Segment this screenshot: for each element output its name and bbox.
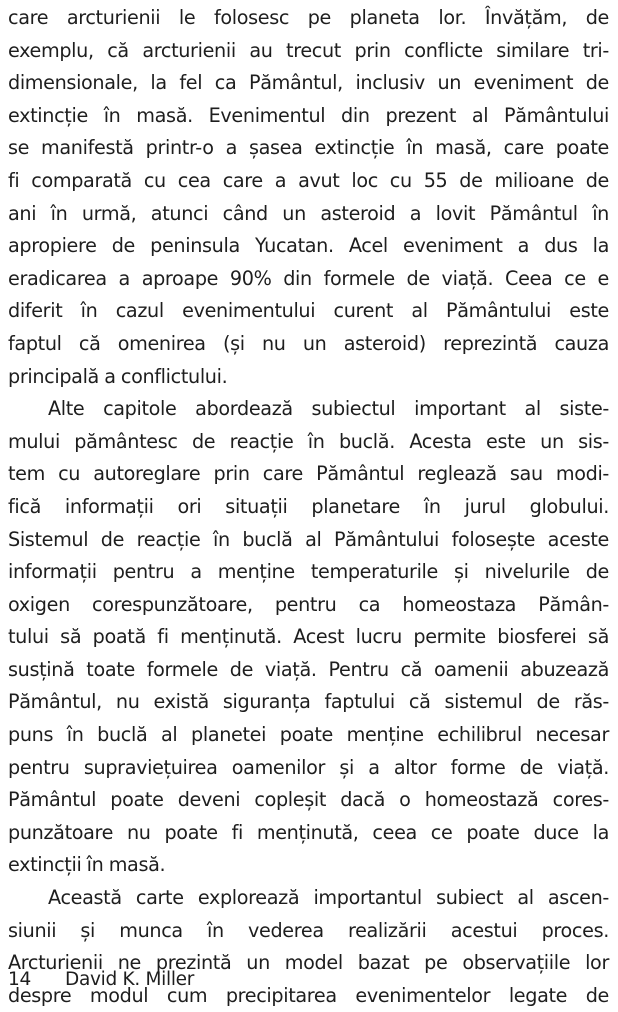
paragraph-2 xyxy=(8,393,609,882)
page-footer xyxy=(8,966,194,994)
text-line: faptul că omenirea (și nu un asteroid) reprezintă cauza xyxy=(8,331,609,355)
text-line: principală a conflictului. xyxy=(8,364,228,388)
text-line: care arcturienii le folosesc pe planeta lor. Învățăm, de xyxy=(8,6,609,29)
text-line: diferit în cazul evenimentului curent al Pământului este xyxy=(8,299,609,323)
text-line: exemplu, că arcturienii au trecut prin conflicte similare tri- xyxy=(8,38,609,62)
text-line: eradicarea a aproape 90% din formele de viață. Ceea ce e xyxy=(8,266,609,290)
text-line: ani în urmă, atunci când un asteroid a lovit Pământul în xyxy=(8,201,609,225)
text-line: punzătoare nu poate fi menținută, ceea ce poate duce la xyxy=(8,820,609,844)
text-line: Arcturienii ne prezintă un model bazat pe observațiile lor xyxy=(8,951,609,975)
text-line: tului să poată fi menținută. Acest lucru permite biosferei să xyxy=(8,625,609,649)
text-line: siunii și munca în vederea realizării acestui proces. xyxy=(8,918,609,942)
text-line: dimensionale, la fel ca Pământul, inclusiv un eveniment de xyxy=(8,71,609,95)
text-line: Pământul, nu există siguranța faptului că sistemul de răs- xyxy=(8,690,609,714)
page-body xyxy=(8,2,609,1012)
text-line: fică informații ori situații planetare în jurul globului. xyxy=(8,494,609,518)
text-line: informații pentru a menține temperaturile și nivelurile de xyxy=(8,560,609,584)
text-line: Această carte explorează importantul subiect al ascen- xyxy=(48,886,609,910)
text-line: susțină toate formele de viață. Pentru că oamenii abuzează xyxy=(8,657,609,681)
paragraph-1 xyxy=(8,2,609,393)
text-line: se manifestă printr-o a șasea extincție în masă, care poate xyxy=(8,136,609,160)
page-number: 14 xyxy=(8,969,31,990)
text-line: mului pământesc de reacție în buclă. Acesta este un sis- xyxy=(8,429,609,453)
text-line: Pământul poate deveni copleșit dacă o homeostază cores- xyxy=(8,788,609,812)
text-line: puns în buclă al planetei poate menține echilibrul necesar xyxy=(8,723,609,747)
text-line: extincție în masă. Evenimentul din prezent al Pământului xyxy=(8,103,609,127)
text-line: extincții în masă. xyxy=(8,853,166,877)
text-line: Sistemul de reacție în buclă al Pământului folosește aceste xyxy=(8,527,609,551)
text-line: pentru supraviețuirea oamenilor și a altor forme de viață. xyxy=(8,755,609,779)
running-footer-author: David K. Miller xyxy=(65,969,195,990)
text-line: apropiere de peninsula Yucatan. Acel eveniment a dus la xyxy=(8,234,609,258)
text-line: oxigen corespunzătoare, pentru ca homeostaza Pămân- xyxy=(8,592,609,616)
text-line: despre modul cum precipitarea evenimentelor legate de xyxy=(8,983,609,1007)
text-line: tem cu autoreglare prin care Pământul reglează sau modi- xyxy=(8,462,609,486)
text-line: fi comparată cu cea care a avut loc cu 55 de milioane de xyxy=(8,168,609,192)
text-line: Alte capitole abordează subiectul important al siste- xyxy=(48,397,609,421)
